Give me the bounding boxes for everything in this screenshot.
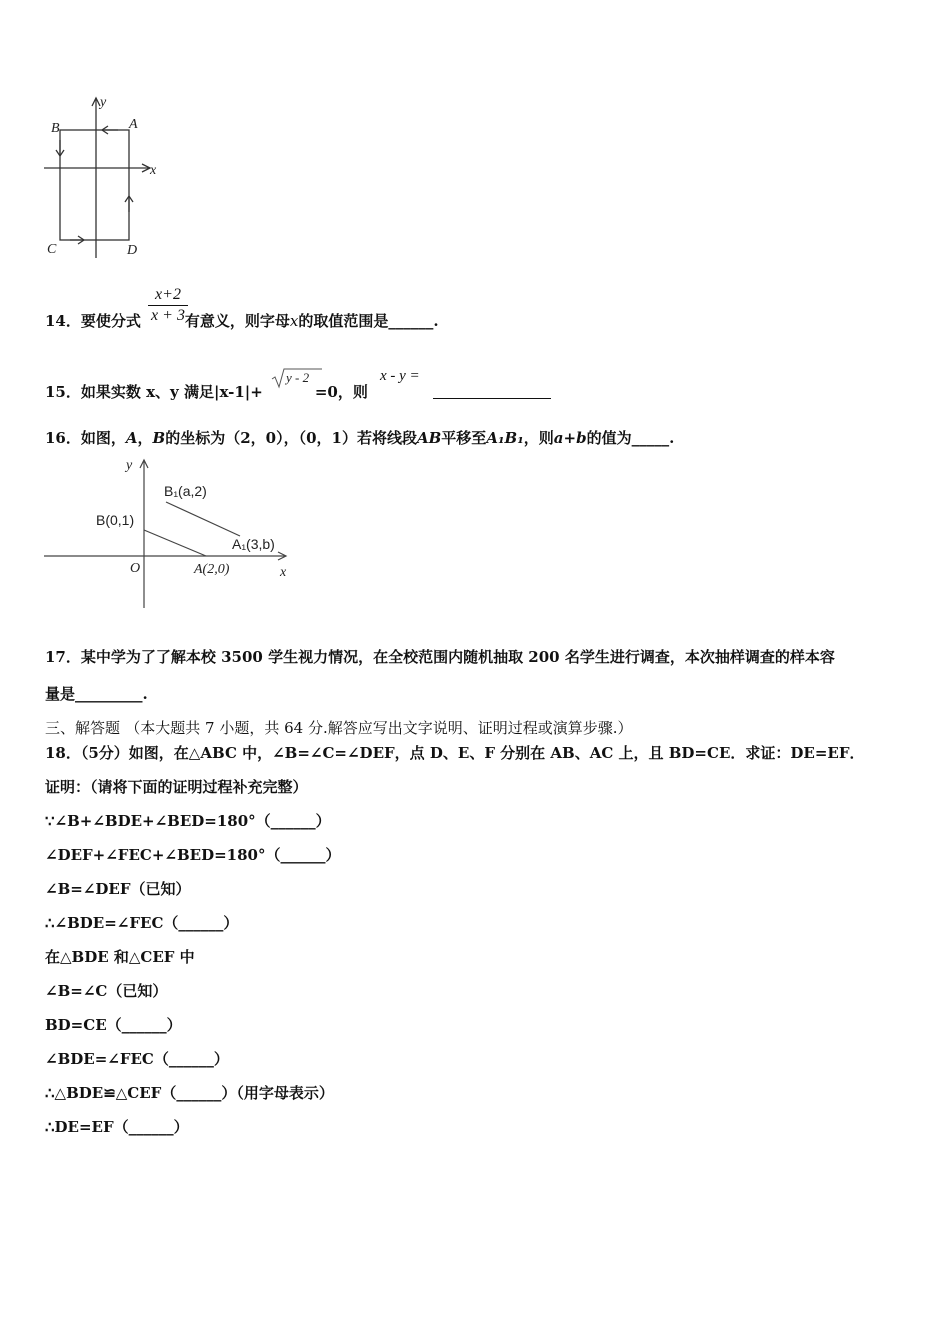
q16-B: B [152,429,166,447]
q15-eq: =0，则 [314,383,368,401]
question-18-stem: 18．（5分）如图，在△ABC 中，∠B=∠C=∠DEF，点 D、E、F 分别在 AB、AC 上，且 BD=CE．求证：DE=EF． [45,744,865,762]
sqrt-radicand: y - 2 [286,370,310,385]
label-A1: A₁(3,b) [232,536,275,552]
label-x: x [150,163,157,178]
segment-A1B1 [166,502,240,536]
proof-step: ∠DEF+∠FEC+∠BED=180°（______） [45,846,341,864]
q15-expr: x - y = [380,368,420,384]
fraction-denominator: x + 3 [151,307,185,324]
label-x: x [280,565,287,580]
q16-text-c: 平移至 [441,429,487,447]
section-3-heading [45,718,633,738]
q15-abs: |x-1| [213,383,251,401]
q16-AB: AB [416,429,442,447]
coordinate-figure-rectangle [40,92,170,262]
proof-step: BD=CE（______） [45,1016,182,1034]
coordinate-figure-translation [40,452,300,612]
q16-text-b: 的坐标为（2，0），（0，1）若将线段 [165,429,417,447]
label-D: D [127,243,138,258]
q16-text-e: 的值为_____. [586,429,675,447]
label-C: C [47,242,57,257]
fraction-numerator: x+2 [155,286,181,303]
label-B: B(0,1) [96,512,135,528]
q14-prefix: 14．要使分式 [45,312,141,330]
label-y: y [126,458,133,473]
q16-text-d: ，则 [523,429,554,447]
q16-comma: ， [137,429,153,447]
question-14 [45,311,439,331]
q15-prefix: 15．如果实数 x、y 满足 [45,383,214,401]
q14-mid: 有意义，则字母 [184,312,290,330]
section-3-title: 三、解答题 [45,719,121,737]
segment-AB [144,530,206,556]
proof-step: ∴∠BDE=∠FEC（______） [45,914,239,932]
proof-step: ∵∠B+∠BDE+∠BED=180°（______） [45,812,331,830]
label-B1: B₁(a,2) [164,483,207,499]
q16-A: A [125,429,138,447]
proof-step: ∴△BDE≌△CEF（______）（用字母表示） [45,1084,334,1102]
rectangle-abcd [60,130,129,240]
q16-text-a: 16．如图， [45,429,126,447]
q16-apb: a+b [553,429,587,447]
q14-var: x [289,312,299,330]
q15-plus: + [250,383,263,401]
proof-step: ∠B=∠DEF（已知） [45,880,191,898]
q14-suffix: 的取值范围是______. [298,312,439,330]
question-16 [45,428,674,448]
proof-step: 在△BDE 和△CEF 中 [45,948,195,966]
q15-answer-blank[interactable] [433,386,551,399]
label-O: O [130,561,141,576]
question-17-line2: 量是_________. [45,685,148,703]
proof-step: ∠B=∠C（已知） [45,982,168,1000]
q16-A1B1: A₁B₁ [486,429,524,447]
label-y: y [100,95,107,110]
section-3-note: （本大题共 7 小题，共 64 分.解答应写出文字说明、证明过程或演算步骤.） [125,719,633,737]
proof-step: ∠BDE=∠FEC（______） [45,1050,229,1068]
proof-label: 证明：（请将下面的证明过程补充完整） [45,778,308,796]
proof-step: ∴DE=EF（______） [45,1118,189,1136]
label-A: A(2,0) [194,562,230,577]
question-17-line1: 17．某中学为了了解本校 3500 学生视力情况，在全校范围内随机抽取 200 名学生进行调查，本次抽样调查的样本容 [45,648,835,666]
label-A: A [129,117,138,132]
label-B: B [51,121,60,136]
sqrt-radical [270,367,324,389]
